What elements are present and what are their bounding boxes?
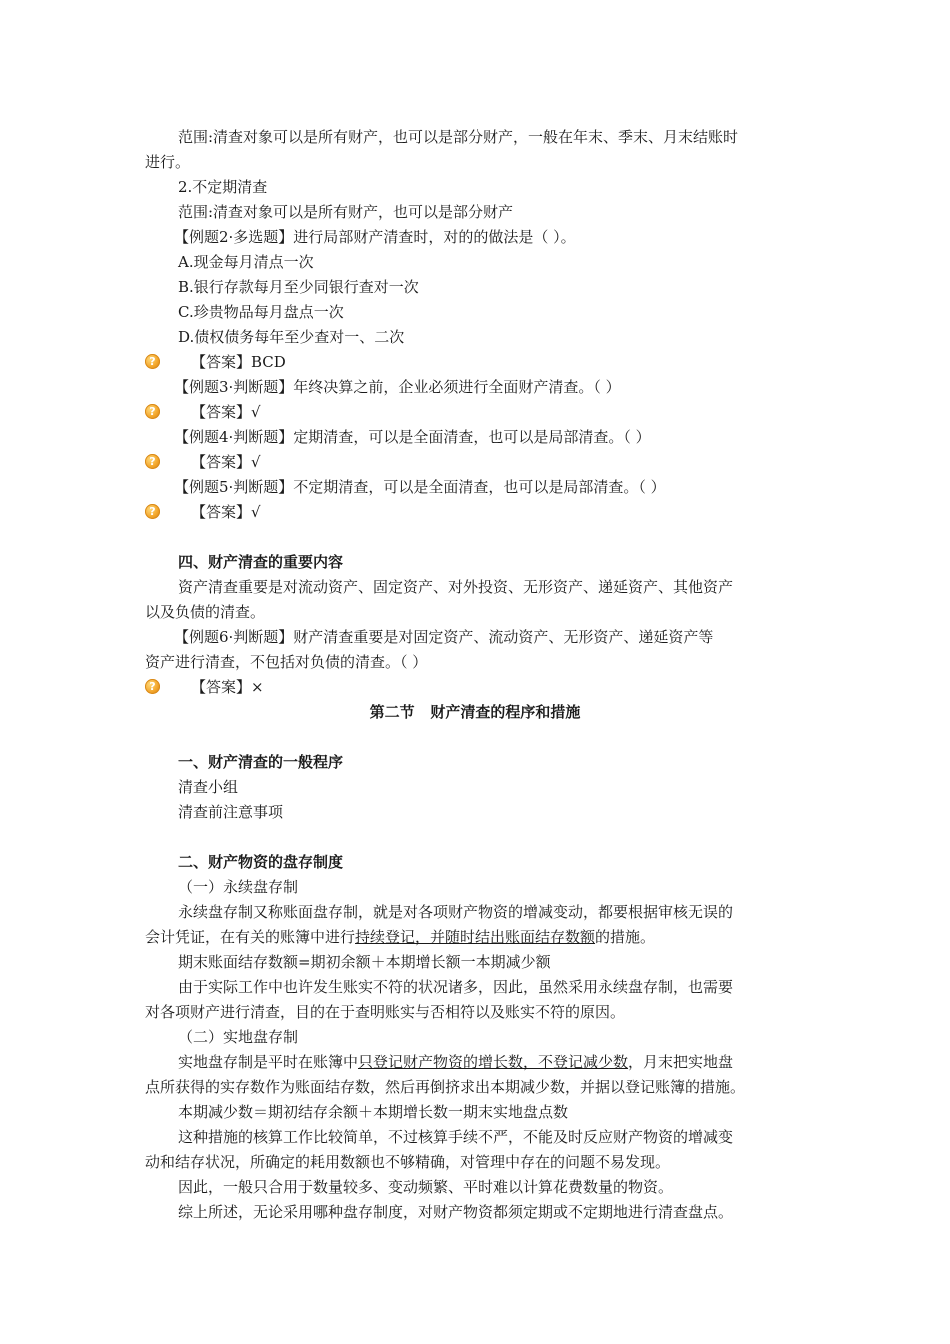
question-mark-icon: ? xyxy=(145,404,160,419)
answer-line: 【答案】× xyxy=(191,678,264,696)
example-question: 【例题3·判断题】年终决算之前，企业必须进行全面财产清查。（ ） xyxy=(174,378,621,396)
section-heading: 二、财产物资的盘存制度 xyxy=(178,853,344,871)
text-line: 范围:清查对象可以是所有财产，也可以是部分财产，一般在年末、季末、月末结账时 xyxy=(178,128,739,146)
text-line: 2.不定期清查 xyxy=(178,178,268,196)
option-d: D.债权债务每年至少查对一、二次 xyxy=(178,328,405,346)
text-line: 范围:清查对象可以是所有财产，也可以是部分财产 xyxy=(178,203,514,221)
text-line: 综上所述，无论采用哪种盘存制度，对财产物资都须定期或不定期地进行清查盘点。 xyxy=(178,1203,734,1221)
answer-line: 【答案】BCD xyxy=(191,353,286,371)
answer-line: 【答案】√ xyxy=(191,403,261,421)
text-line: 这种措施的核算工作比较简单，不过核算手续不严，不能及时反应财产物资的增减变 xyxy=(178,1128,734,1146)
question-mark-icon: ? xyxy=(145,679,160,694)
question-mark-icon: ? xyxy=(145,504,160,519)
text-line: 进行。 xyxy=(145,153,191,171)
chapter-section-title: 第二节 财产清查的程序和措施 xyxy=(369,703,581,721)
subsection-heading: （二）实地盘存制 xyxy=(178,1028,299,1046)
example-question: 【例题6·判断题】财产清查重要是对固定资产、流动资产、无形资产、递延资产等 xyxy=(174,628,714,646)
example-question: 【例题2·多选题】进行局部财产清查时，对的的做法是（ ）。 xyxy=(174,228,576,246)
question-mark-icon: ? xyxy=(145,354,160,369)
text-line: 资产进行清查，不包括对负债的清查。（ ） xyxy=(145,653,428,671)
example-question: 【例题5·判断题】不定期清查，可以是全面清查，也可以是局部清查。（ ） xyxy=(174,478,666,496)
underlined-text: 只登记财产物资的增长数，不登记减少数 xyxy=(358,1053,629,1071)
option-b: B.银行存款每月至少同银行查对一次 xyxy=(178,278,419,296)
text-segment: 的措施。 xyxy=(595,928,656,946)
text-line: 对各项财产进行清查，目的在于查明账实与否相符以及账实不符的原因。 xyxy=(145,1003,626,1021)
subsection-heading: （一）永续盘存制 xyxy=(178,878,299,896)
section-heading: 四、财产清查的重要内容 xyxy=(178,553,344,571)
text-segment: 会计凭证，在有关的账簿中进行 xyxy=(145,928,356,946)
question-mark-icon: ? xyxy=(145,454,160,469)
text-segment: 实地盘存制是平时在账簿中 xyxy=(178,1053,359,1071)
text-line xyxy=(178,1052,733,1072)
option-a: A.现金每月清点一次 xyxy=(178,253,314,271)
text-line: 由于实际工作中也许发生账实不符的状况诸多，因此，虽然采用永续盘存制，也需要 xyxy=(178,978,734,996)
text-line xyxy=(145,927,655,947)
text-segment: ，月末把实地盘 xyxy=(628,1053,734,1071)
text-line: 资产清查重要是对流动资产、固定资产、对外投资、无形资产、递延资产、其他资产 xyxy=(178,578,734,596)
option-c: C.珍贵物品每月盘点一次 xyxy=(178,303,344,321)
text-line: 点所获得的实存数作为账面结存数，然后再倒挤求出本期减少数，并据以登记账簿的措施。 xyxy=(145,1078,746,1096)
example-question: 【例题4·判断题】定期清查，可以是全面清查，也可以是局部清查。（ ） xyxy=(174,428,651,446)
underlined-text: 持续登记，并随时结出账面结存数额 xyxy=(355,928,596,946)
text-line: 以及负债的清查。 xyxy=(145,603,266,621)
text-line: 清查前注意事项 xyxy=(178,803,284,821)
text-line: 清查小组 xyxy=(178,778,239,796)
answer-line: 【答案】√ xyxy=(191,503,261,521)
answer-line: 【答案】√ xyxy=(191,453,261,471)
text-line: 动和结存状况，所确定的耗用数额也不够精确，对管理中存在的问题不易发现。 xyxy=(145,1153,671,1171)
text-line: 因此，一般只合用于数量较多、变动频繁、平时难以计算花费数量的物资。 xyxy=(178,1178,674,1196)
formula-line: 期末账面结存数额=期初余额＋本期增长额一本期减少额 xyxy=(178,953,551,971)
formula-line: 本期减少数＝期初结存余额＋本期增长数一期末实地盘点数 xyxy=(178,1103,569,1121)
section-heading: 一、财产清查的一般程序 xyxy=(178,753,344,771)
text-line: 永续盘存制又称账面盘存制，就是对各项财产物资的增减变动，都要根据审核无误的 xyxy=(178,903,734,921)
